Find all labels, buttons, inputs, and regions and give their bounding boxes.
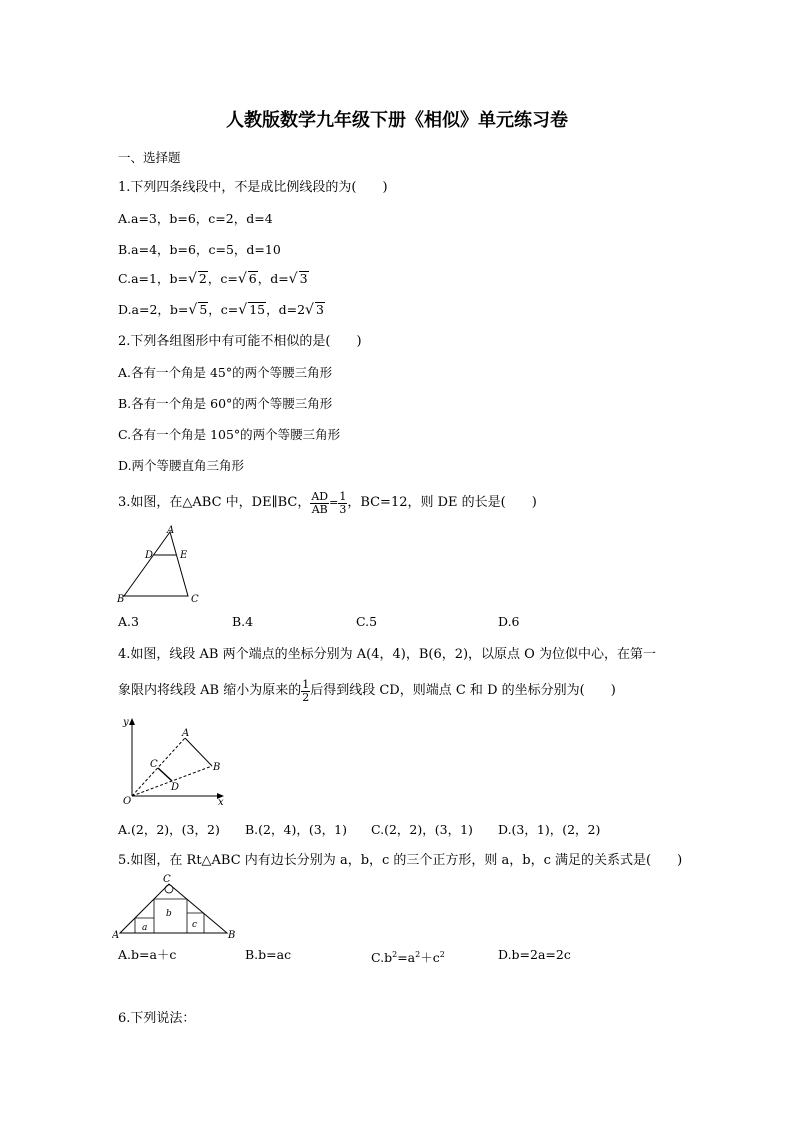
label-y-axis: y — [123, 717, 129, 728]
fraction-one-half: $\frac{1}{2}$ — [302, 677, 310, 704]
q4-option-a: A.(2，2)，(3，2) — [118, 822, 220, 837]
question-5-stem: 5.如图，在 Rt△ABC 内有边长分别为 a，b，c 的三个正方形，则 a，b，c 满足的关系式是( ) — [118, 853, 683, 868]
q5-c-text: =a — [397, 950, 416, 966]
label-o: O — [123, 796, 132, 807]
q5-squares-figure — [112, 872, 238, 938]
q3-option-a: A.3 — [118, 614, 139, 629]
label-b: B — [213, 762, 221, 773]
fraction-ad-ab: $\frac{AD}{AB}$ — [311, 489, 329, 516]
superscript: 2 — [415, 950, 421, 959]
q2-option-d: D.两个等腰直角三角形 — [118, 458, 245, 473]
q5-option-d: D.b=2a=2c — [498, 947, 571, 962]
q4-text: 后得到线段 CD，则端点 C 和 D 的坐标分别为( ) — [310, 683, 616, 698]
q1-c-text: ，d= — [257, 271, 289, 286]
q3-triangle-figure — [112, 524, 212, 604]
section-heading: 一、选择题 — [118, 150, 181, 165]
q1-d-text: ，d=2 — [266, 302, 306, 317]
question-4-line-2 — [118, 674, 616, 708]
page-title: 人教版数学九年级下册《相似》单元练习卷 — [226, 110, 568, 131]
label-a: A — [167, 525, 175, 536]
q1-c-text: ，c= — [207, 271, 238, 286]
q1-d-text: ，c= — [208, 302, 239, 317]
label-d: D — [145, 550, 154, 561]
radicand: 3 — [315, 302, 324, 317]
q1-c-text: C.a=1，b= — [118, 271, 188, 286]
q3-option-d: D.6 — [498, 614, 520, 629]
q3-option-b: B.4 — [232, 614, 254, 629]
question-6-stem: 6.下列说法： — [118, 1011, 196, 1026]
q1-option-d: D.a=2，b=√ 5，c=√ 15，d=2√ 3 — [118, 302, 324, 318]
radicand: 5 — [199, 302, 208, 317]
radicand: 6 — [248, 271, 257, 286]
question-2-stem: 2.下列各组图形中有可能不相似的是( ) — [118, 334, 362, 349]
question-3-stem — [118, 486, 537, 520]
label-b-square: b — [166, 909, 172, 919]
label-c-square: c — [192, 920, 198, 930]
label-c: C — [150, 759, 158, 770]
radicand: 15 — [249, 302, 266, 317]
equals-sign: = — [329, 496, 339, 509]
label-b: B — [117, 594, 125, 604]
label-c: C — [163, 874, 171, 885]
superscript: 2 — [439, 950, 445, 959]
question-1-stem: 1.下列四条线段中，不是成比例线段的为( ) — [118, 180, 388, 195]
label-a-square: a — [142, 923, 148, 933]
label-e: E — [180, 550, 188, 561]
q1-d-text: D.a=2，b= — [118, 302, 189, 317]
radicand: 3 — [299, 271, 308, 286]
q2-option-a: A.各有一个角是 45°的两个等腰三角形 — [118, 365, 333, 380]
q2-option-b: B.各有一个角是 60°的两个等腰三角形 — [118, 396, 333, 411]
label-a: A — [112, 930, 120, 938]
question-4-line-1: 4.如图，线段 AB 两个端点的坐标分别为 A(4，4)，B(6，2)，以原点 O 为位似中心，在第一 — [118, 647, 656, 662]
q1-option-a: A.a=3，b=6，c=2，d=4 — [118, 211, 273, 226]
fraction-one-third: $\frac{1}{3}$ — [339, 489, 347, 516]
q4-coordinate-figure — [116, 714, 230, 808]
q4-option-b: B.(2，4)，(3，1) — [245, 822, 347, 837]
q1-option-b: B.a=4，b=6，c=5，d=10 — [118, 242, 281, 257]
label-c: C — [191, 594, 199, 604]
q5-option-a: A.b=a＋c — [118, 947, 177, 962]
q5-option-c — [371, 947, 445, 966]
label-x-axis: x — [218, 797, 224, 808]
label-a: A — [182, 728, 190, 739]
q4-text: 象限内将线段 AB 缩小为原来的 — [118, 683, 302, 698]
q1-option-c: C.a=1，b=√ 2，c=√ 6，d=√ 3 — [118, 271, 308, 287]
q2-option-c: C.各有一个角是 105°的两个等腰三角形 — [118, 427, 341, 442]
label-b: B — [228, 930, 236, 938]
superscript: 2 — [392, 950, 398, 959]
radicand: 2 — [198, 271, 207, 286]
q3-stem-text: 3.如图，在△ABC 中，DE∥BC， — [118, 495, 311, 510]
q3-option-c: C.5 — [356, 614, 378, 629]
q4-option-c: C.(2，2)，(3，1) — [371, 822, 473, 837]
q3-stem-text: ，BC=12，则 DE 的长是( ) — [347, 495, 537, 510]
label-d: D — [171, 782, 180, 793]
q5-c-text: C.b — [371, 950, 393, 966]
q4-option-d: D.(3，1)，(2，2) — [498, 822, 601, 837]
q5-option-b: B.b=ac — [245, 947, 292, 962]
q5-c-text: ＋c — [420, 950, 440, 966]
